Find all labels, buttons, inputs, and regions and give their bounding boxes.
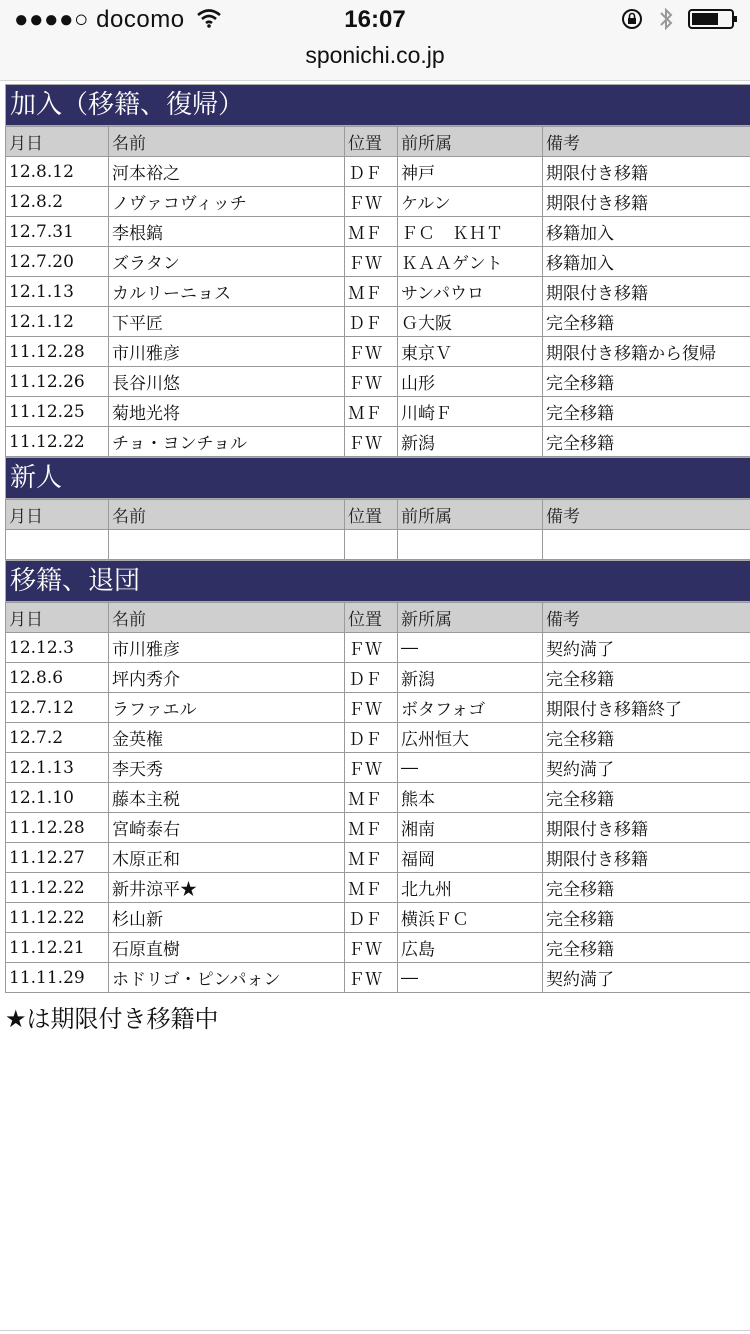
table-cell: 完全移籍 [543,903,750,933]
table-cell: ＦＷ [345,693,398,723]
table-cell: 11.12.22 [6,873,109,903]
transfer-table [5,499,750,560]
column-header: 位置 [345,127,398,157]
column-header: 備考 [543,127,750,157]
table-cell: 期限付き移籍終了 [543,693,750,723]
table-cell: 移籍加入 [543,217,750,247]
column-header: 前所属 [398,127,543,157]
table-row [6,277,750,307]
table-row [6,427,750,457]
signal-strength: ●●●●○ [14,6,89,33]
table-cell: 12.8.12 [6,157,109,187]
table-cell: ＦＷ [345,247,398,277]
table-cell [109,530,345,560]
column-header: 位置 [345,603,398,633]
table-cell [6,530,109,560]
battery-icon [688,8,738,35]
table-row [6,247,750,277]
table-cell: ケルン [398,187,543,217]
table-cell: 宮崎泰右 [109,813,345,843]
table-cell: 新潟 [398,427,543,457]
table-cell: 木原正和 [109,843,345,873]
table-cell: 11.12.22 [6,427,109,457]
table-cell: 菊地光将 [109,397,345,427]
table-cell: 市川雅彦 [109,337,345,367]
table-cell: ＭＦ [345,217,398,247]
table-cell: 11.12.28 [6,813,109,843]
table-cell: 完全移籍 [543,783,750,813]
table-cell: 12.1.13 [6,753,109,783]
table-cell: 11.12.26 [6,367,109,397]
table-cell: ＫＡＡゲント [398,247,543,277]
table-cell: サンパウロ [398,277,543,307]
table-cell: ＭＦ [345,813,398,843]
table-row [6,367,750,397]
column-header: 前所属 [398,500,543,530]
table-cell: 12.1.10 [6,783,109,813]
table-cell: ＭＦ [345,873,398,903]
table-cell: ＦＷ [345,187,398,217]
transfer-table [5,602,750,993]
table-cell: カルリーニョス [109,277,345,307]
table-cell: 市川雅彦 [109,633,345,663]
table-cell: 完全移籍 [543,663,750,693]
table-cell: ノヴァコヴィッチ [109,187,345,217]
table-cell: 12.1.13 [6,277,109,307]
column-header: 名前 [109,127,345,157]
table-cell: 河本裕之 [109,157,345,187]
table-cell: 完全移籍 [543,307,750,337]
transfer-list [5,84,750,1034]
table-cell: ― [398,753,543,783]
table-cell: ＤＦ [345,723,398,753]
table-cell: ＦＷ [345,963,398,993]
table-cell: ＤＦ [345,157,398,187]
table-cell: 坪内秀介 [109,663,345,693]
table-cell: 李天秀 [109,753,345,783]
table-cell: 川崎Ｆ [398,397,543,427]
table-row [6,903,750,933]
table-cell: 期限付き移籍 [543,187,750,217]
table-cell: 12.7.20 [6,247,109,277]
table-cell: Ｇ大阪 [398,307,543,337]
table-header-row [6,500,750,530]
table-cell: ＦＷ [345,933,398,963]
transfer-table [5,126,750,457]
table-cell: ＭＦ [345,843,398,873]
table-row [6,633,750,663]
column-header: 備考 [543,603,750,633]
table-row [6,963,750,993]
table-row [6,530,750,560]
table-cell: 下平匠 [109,307,345,337]
table-cell: ラファエル [109,693,345,723]
table-row [6,397,750,427]
column-header: 位置 [345,500,398,530]
table-cell: 完全移籍 [543,933,750,963]
table-cell: 湘南 [398,813,543,843]
table-cell: 福岡 [398,843,543,873]
table-row [6,753,750,783]
table-cell: ＦＷ [345,633,398,663]
column-header: 名前 [109,603,345,633]
table-cell: 11.11.29 [6,963,109,993]
table-cell: 新井涼平★ [109,873,345,903]
table-cell: ボタフォゴ [398,693,543,723]
table-cell: チョ・ヨンチョル [109,427,345,457]
table-cell: 11.12.25 [6,397,109,427]
table-cell: 期限付き移籍 [543,277,750,307]
table-row [6,843,750,873]
table-row [6,933,750,963]
column-header: 備考 [543,500,750,530]
table-cell: 広州恒大 [398,723,543,753]
table-cell: ＭＦ [345,397,398,427]
status-icons [620,6,738,36]
table-header-row [6,127,750,157]
table-cell [543,530,750,560]
status-time: 16:07 [344,6,406,33]
column-header: 月日 [6,603,109,633]
table-row [6,813,750,843]
table-cell: 契約満了 [543,633,750,663]
column-header: 月日 [6,500,109,530]
table-row [6,783,750,813]
table-row [6,723,750,753]
table-cell: ＤＦ [345,307,398,337]
table-cell: 契約満了 [543,753,750,783]
table-row [6,663,750,693]
table-cell: 期限付き移籍 [543,813,750,843]
table-cell: 移籍加入 [543,247,750,277]
table-cell: 12.8.6 [6,663,109,693]
section-title: 新人 [5,457,750,499]
table-cell: ＤＦ [345,663,398,693]
table-cell: ― [398,633,543,663]
table-cell: 完全移籍 [543,873,750,903]
table-cell: 12.1.12 [6,307,109,337]
table-header-row [6,603,750,633]
table-row [6,157,750,187]
table-row [6,217,750,247]
table-cell: 11.12.28 [6,337,109,367]
status-bar [0,0,750,40]
bottom-divider [0,1330,750,1331]
table-cell [398,530,543,560]
table-cell: 東京Ｖ [398,337,543,367]
table-row [6,337,750,367]
bluetooth-icon [658,6,674,37]
browser-top-bar [0,0,750,81]
table-cell: ホドリゴ・ピンパォン [109,963,345,993]
table-cell: 完全移籍 [543,397,750,427]
column-header: 月日 [6,127,109,157]
table-cell: 神戸 [398,157,543,187]
table-cell: 12.7.31 [6,217,109,247]
table-cell: 契約満了 [543,963,750,993]
table-cell: 12.7.2 [6,723,109,753]
section-title: 加入（移籍、復帰） [5,84,750,126]
footnote: ★は期限付き移籍中 [5,1005,219,1033]
section-title: 移籍、退団 [5,560,750,602]
table-row [6,307,750,337]
table-cell: 11.12.21 [6,933,109,963]
table-cell: 熊本 [398,783,543,813]
table-cell: ＦＷ [345,337,398,367]
table-cell: 金英権 [109,723,345,753]
table-cell: 期限付き移籍から復帰 [543,337,750,367]
table-cell: 12.8.2 [6,187,109,217]
table-cell: ― [398,963,543,993]
table-cell: 杉山新 [109,903,345,933]
table-cell: 藤本主税 [109,783,345,813]
table-cell: ＦＷ [345,367,398,397]
table-cell: 12.12.3 [6,633,109,663]
table-row [6,187,750,217]
carrier-name: docomo [96,6,185,33]
table-cell: 広島 [398,933,543,963]
table-cell: 完全移籍 [543,427,750,457]
table-cell: 北九州 [398,873,543,903]
table-cell: ズラタン [109,247,345,277]
table-cell: ＭＦ [345,277,398,307]
table-cell: ＦＷ [345,427,398,457]
table-cell: ＦＷ [345,753,398,783]
table-cell: 期限付き移籍 [543,843,750,873]
table-cell: 11.12.22 [6,903,109,933]
table-cell: 石原直樹 [109,933,345,963]
column-header: 新所属 [398,603,543,633]
table-cell: 長谷川悠 [109,367,345,397]
table-cell: ＤＦ [345,903,398,933]
table-cell: ＭＦ [345,783,398,813]
table-cell: 11.12.27 [6,843,109,873]
rotation-lock-icon [620,7,644,36]
table-cell: ＦＣ ＫＨＴ [398,217,543,247]
column-header: 名前 [109,500,345,530]
table-cell: 新潟 [398,663,543,693]
table-cell: 12.7.12 [6,693,109,723]
table-cell: 李根鎬 [109,217,345,247]
table-cell: 山形 [398,367,543,397]
address-bar-url[interactable]: sponichi.co.jp [305,42,445,68]
table-row [6,693,750,723]
table-cell: 完全移籍 [543,367,750,397]
table-cell [345,530,398,560]
table-cell: 完全移籍 [543,723,750,753]
table-cell: 期限付き移籍 [543,157,750,187]
table-cell: 横浜ＦＣ [398,903,543,933]
table-row [6,873,750,903]
